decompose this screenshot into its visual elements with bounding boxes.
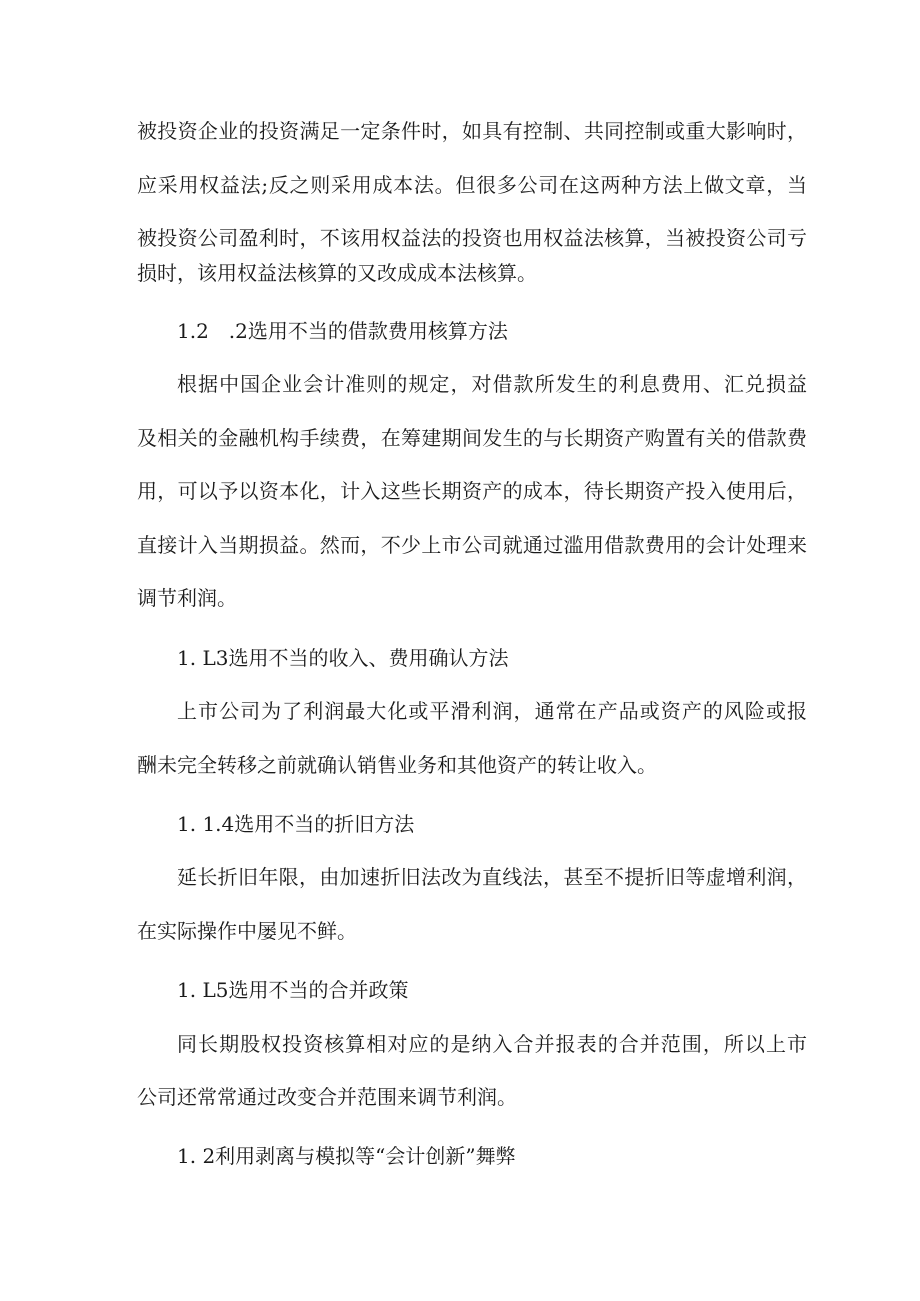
section-heading-1-1-5: 1. L5选用不当的合并政策 bbox=[177, 978, 409, 1002]
paragraph-1-line-1: 被投资企业的投资满足一定条件时，如具有控制、共同控制或重大影响时， bbox=[137, 119, 807, 143]
section-heading-1-2-2: 1.2 .2选用不当的借款费用核算方法 bbox=[177, 319, 508, 343]
section-heading-1-1-4: 1. 1.4选用不当的折旧方法 bbox=[177, 812, 415, 836]
paragraph-1-line-4: 损时，该用权益法核算的又改成成本法核算。 bbox=[137, 261, 537, 285]
paragraph-2-line-3: 用，可以予以资本化，计入这些长期资产的成本，待长期资产投入使用后， bbox=[137, 479, 807, 503]
paragraph-2-line-4: 直接计入当期损益。然而，不少上市公司就通过滥用借款费用的会计处理来 bbox=[137, 533, 807, 557]
paragraph-4-line-1: 延长折旧年限，由加速折旧法改为直线法，甚至不提折旧等虚增利润， bbox=[177, 865, 807, 889]
paragraph-1-line-2: 应采用权益法;反之则采用成本法。但很多公司在这两种方法上做文章，当 bbox=[137, 173, 807, 197]
paragraph-4-line-2: 在实际操作中屡见不鲜。 bbox=[137, 919, 357, 943]
section-heading-1-1-3: 1. L3选用不当的收入、费用确认方法 bbox=[177, 646, 509, 670]
paragraph-2-line-2: 及相关的金融机构手续费，在筹建期间发生的与长期资产购置有关的借款费 bbox=[137, 426, 807, 450]
paragraph-3-line-1: 上市公司为了利润最大化或平滑利润，通常在产品或资产的风险或报 bbox=[177, 699, 807, 723]
paragraph-5-line-2: 公司还常常通过改变合并范围来调节利润。 bbox=[137, 1085, 517, 1109]
paragraph-5-line-1: 同长期股权投资核算相对应的是纳入合并报表的合并范围，所以上市 bbox=[177, 1032, 807, 1056]
paragraph-3-line-2: 酬未完全转移之前就确认销售业务和其他资产的转让收入。 bbox=[137, 753, 657, 777]
paragraph-2-line-1: 根据中国企业会计准则的规定，对借款所发生的利息费用、汇兑损益 bbox=[177, 372, 807, 396]
paragraph-1-line-3: 被投资公司盈利时，不该用权益法的投资也用权益法核算，当被投资公司亏 bbox=[137, 226, 807, 250]
paragraph-2-line-5: 调节利润。 bbox=[137, 586, 237, 610]
section-heading-1-2: 1. 2利用剥离与模拟等“会计创新”舞弊 bbox=[177, 1144, 516, 1168]
